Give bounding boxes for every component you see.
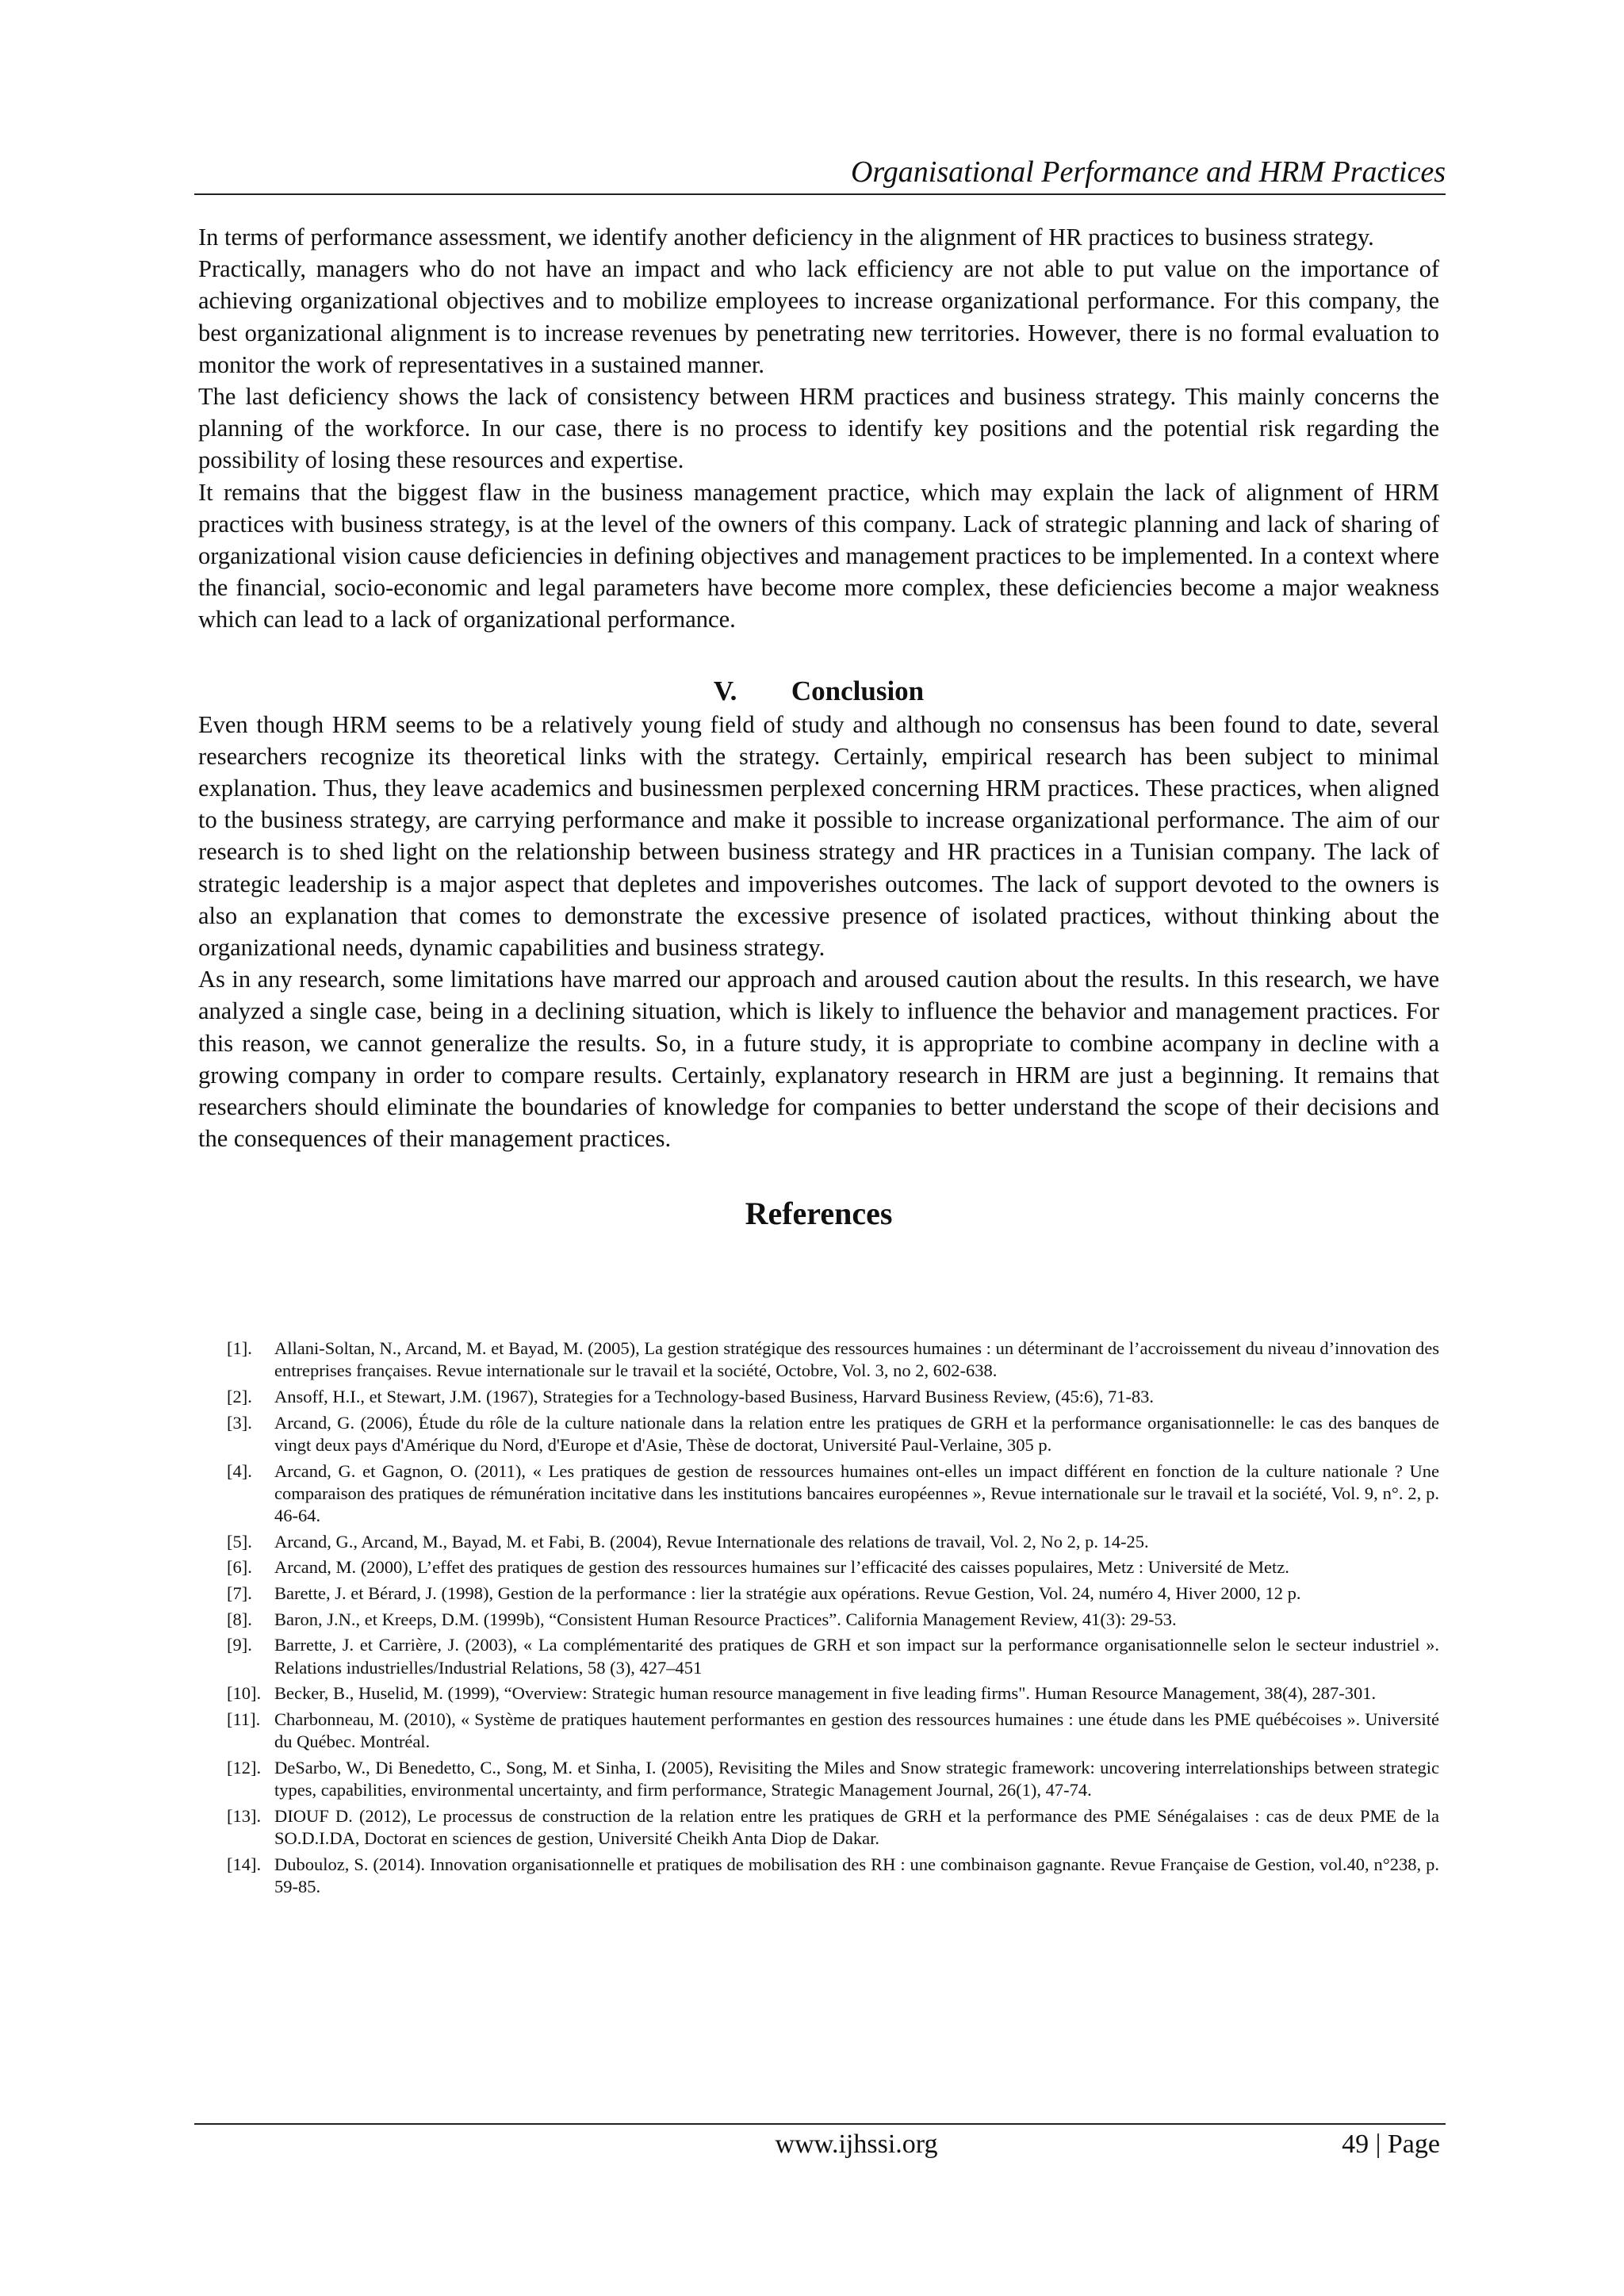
reference-number <box>178 1556 274 1578</box>
reference-item <box>178 1582 1439 1605</box>
reference-number <box>178 1337 274 1382</box>
reference-text: Arcand, G. (2006), Étude du rôle de la culture nationale dans la relation entre les pratiques de GRH et la performance organisationnelle: le cas des banques de vingt deux pays d'Amérique du Nord, d'Europe et d'Asie, Thèse de doctorat, Université Paul-Verlaine, 305 p. <box>274 1412 1439 1455</box>
section-title: Conclusion <box>791 675 925 706</box>
conclusion-heading <box>198 674 1439 709</box>
reference-item <box>178 1634 1439 1678</box>
reference-text: Becker, B., Huselid, M. (1999), “Overview: Strategic human resource management in five leading firms". Human Resource Management, 38(4), 287-301. <box>274 1683 1377 1704</box>
journal-url[interactable]: www.ijhssi.org <box>775 2130 938 2159</box>
reference-number <box>178 1757 274 1801</box>
reference-item <box>178 1386 1439 1408</box>
reference-item <box>178 1757 1439 1801</box>
section-number: V. <box>713 675 737 706</box>
reference-number <box>178 1460 274 1528</box>
reference-number-label: [3]. <box>227 1412 252 1433</box>
conclusion-paragraph: As in any research, some limitations have marred our approach and aroused caution about the results. In this research, we have analyzed a single case, being in a declining situation, which is likely to influence the behavior and management practices. For this reason, we cannot generalize the results. So, in a future study, it is appropriate to combine acompany in decline with a growing company in order to compare results. Certainly, explanatory research in HRM are just a beginning. It remains that researchers should eliminate the boundaries of knowledge for companies to better understand the scope of their decisions and the consequences of their management practices. <box>198 966 1439 1153</box>
reference-number-label: [9]. <box>227 1635 252 1655</box>
reference-number <box>178 1386 274 1408</box>
reference-item <box>178 1412 1439 1456</box>
reference-item <box>178 1556 1439 1578</box>
reference-item <box>178 1805 1439 1850</box>
reference-text: Arcand, M. (2000), L’effet des pratiques de gestion des ressources humaines sur l’efficacité des caisses populaires, Metz : Université de Metz. <box>274 1557 1289 1578</box>
reference-number-label: [8]. <box>227 1609 252 1629</box>
reference-number <box>178 1854 274 1898</box>
reference-number-label: [10]. <box>227 1683 262 1704</box>
reference-text: Barette, J. et Bérard, J. (1998), Gestion de la performance : lier la stratégie aux opérations. Revue Gestion, Vol. 24, numéro 4, Hiver 2000, 12 p. <box>274 1583 1301 1604</box>
reference-text: Arcand, G. et Gagnon, O. (2011), « Les pratiques de gestion de ressources humaines ont-elles un impact différent en fonction de la culture nationale ? Une comparaison des pratiques de rémunération incitative dans les institutions bancaires européennes », Revue internationale sur le travail et la société, Vol. 9, n°. 2, p. 46-64. <box>274 1460 1439 1525</box>
page-number: 49 | Page <box>1342 2130 1440 2159</box>
reference-item <box>178 1337 1439 1382</box>
reference-item <box>178 1460 1439 1528</box>
reference-number-label: [5]. <box>227 1531 252 1552</box>
header-rule <box>194 193 1446 195</box>
reference-number <box>178 1531 274 1553</box>
reference-text: Dubouloz, S. (2014). Innovation organisationnelle et pratiques de mobilisation des RH : une combinaison gagnante. Revue Française de Gestion, vol.40, n°238, p. 59-85. <box>274 1854 1439 1896</box>
reference-number <box>178 1582 274 1605</box>
reference-number-label: [13]. <box>227 1805 262 1826</box>
reference-item <box>178 1682 1439 1705</box>
reference-number-label: [7]. <box>227 1583 252 1604</box>
reference-text: DIOUF D. (2012), Le processus de construction de la relation entre les pratiques de GRH et la performance des PME Sénégalaises : cas de deux PME de la SO.D.I.DA, Doctorat en sciences de gestion, Université Cheikh Anta Diop de Dakar. <box>274 1805 1439 1849</box>
conclusion-paragraph: Even though HRM seems to be a relatively young field of study and although no consensus has been found to date, several researchers recognize its theoretical links with the strategy. Certainly, empirical research has been subject to minimal explanation. Thus, they leave academics and businessmen perplexed concerning HRM practices. These practices, when aligned to the business strategy, are carrying performance and make it possible to increase organizational performance. The aim of our research is to shed light on the relationship between business strategy and HR practices in a Tunisian company. The lack of strategic leadership is a major aspect that depletes and impoverishes outcomes. The lack of support devoted to the owners is also an explanation that comes to demonstrate the excessive presence of isolated practices, without thinking about the organizational needs, dynamic capabilities and business strategy. <box>198 710 1439 962</box>
reference-text: Charbonneau, M. (2010), « Système de pratiques hautement performantes en gestion des ressources humaines : une étude dans les PME québécoises ». Université du Québec. Montréal. <box>274 1709 1439 1752</box>
reference-text: Allani-Soltan, N., Arcand, M. et Bayad, M. (2005), La gestion stratégique des ressources humaines : un déterminant de l’accroissement du niveau d’innovation des entreprises françaises. Revue internationale sur le travail et la société, Octobre, Vol. 3, no 2, 602-638. <box>274 1338 1439 1381</box>
reference-number <box>178 1682 274 1705</box>
reference-number-label: [1]. <box>227 1338 252 1358</box>
reference-item <box>178 1531 1439 1553</box>
references-heading: References <box>745 1196 893 1232</box>
reference-text: DeSarbo, W., Di Benedetto, C., Song, M. et Sinha, I. (2005), Revisiting the Miles and Snow strategic framework: uncovering interrelationships between strategic types, capabilities, environmental uncertainty, and firm performance, Strategic Management Journal, 26(1), 47-74. <box>274 1757 1439 1800</box>
reference-number <box>178 1709 274 1753</box>
reference-number-label: [12]. <box>227 1757 262 1777</box>
reference-text: Barrette, J. et Carrière, J. (2003), « La complémentarité des pratiques de GRH et son impact sur la performance organisationnelle selon le secteur industriel ». Relations industrielles/Industrial Relations, 58 (3), 427–451 <box>274 1635 1439 1678</box>
reference-number <box>178 1634 274 1678</box>
body-paragraph: It remains that the biggest flaw in the business management practice, which may explain the lack of alignment of HRM practices with business strategy, is at the level of the owners of this company. Lack of strategic planning and lack of sharing of organizational vision cause deficiencies in defining objectives and management practices to be implemented. In a context where the financial, socio-economic and legal parameters have become more complex, these deficiencies become a major weakness which can lead to a lack of organizational performance. <box>198 478 1439 633</box>
running-title: Organisational Performance and HRM Practices <box>850 155 1446 189</box>
reference-number-label: [6]. <box>227 1557 252 1578</box>
reference-number <box>178 1805 274 1850</box>
reference-list <box>178 1337 1439 1902</box>
reference-item <box>178 1854 1439 1898</box>
reference-text: Baron, J.N., et Kreeps, D.M. (1999b), “Consistent Human Resource Practices”. California Management Review, 41(3): 29-53. <box>274 1609 1177 1629</box>
body-paragraph: The last deficiency shows the lack of consistency between HRM practices and business strategy. This mainly concerns the planning of the workforce. In our case, there is no process to identify key positions and the potential risk regarding the possibility of losing these resources and expertise. <box>198 383 1439 474</box>
body-paragraph: In terms of performance assessment, we identify another deficiency in the alignment of HR practices to business strategy. <box>198 224 1374 251</box>
reference-text: Arcand, G., Arcand, M., Bayad, M. et Fabi, B. (2004), Revue Internationale des relations de travail, Vol. 2, No 2, p. 14-25. <box>274 1531 1149 1552</box>
reference-number-label: [4]. <box>227 1460 252 1481</box>
reference-number-label: [11]. <box>227 1709 261 1730</box>
body-paragraph: Practically, managers who do not have an impact and who lack efficiency are not able to put value on the importance of achieving organizational objectives and to mobilize employees to increase organizational performance. For this company, the best organizational alignment is to increase revenues by penetrating new territories. However, there is no formal evaluation to monitor the work of representatives in a sustained manner. <box>198 255 1439 378</box>
footer-rule <box>194 2123 1446 2125</box>
reference-number <box>178 1412 274 1456</box>
reference-number-label: [14]. <box>227 1854 262 1874</box>
reference-number-label: [2]. <box>227 1386 252 1406</box>
reference-number <box>178 1609 274 1631</box>
reference-item <box>178 1609 1439 1631</box>
reference-item <box>178 1709 1439 1753</box>
reference-text: Ansoff, H.I., et Stewart, J.M. (1967), Strategies for a Technology-based Business, Harvard Business Review, (45:6), 71-83. <box>274 1386 1155 1406</box>
main-text <box>198 221 1439 1232</box>
